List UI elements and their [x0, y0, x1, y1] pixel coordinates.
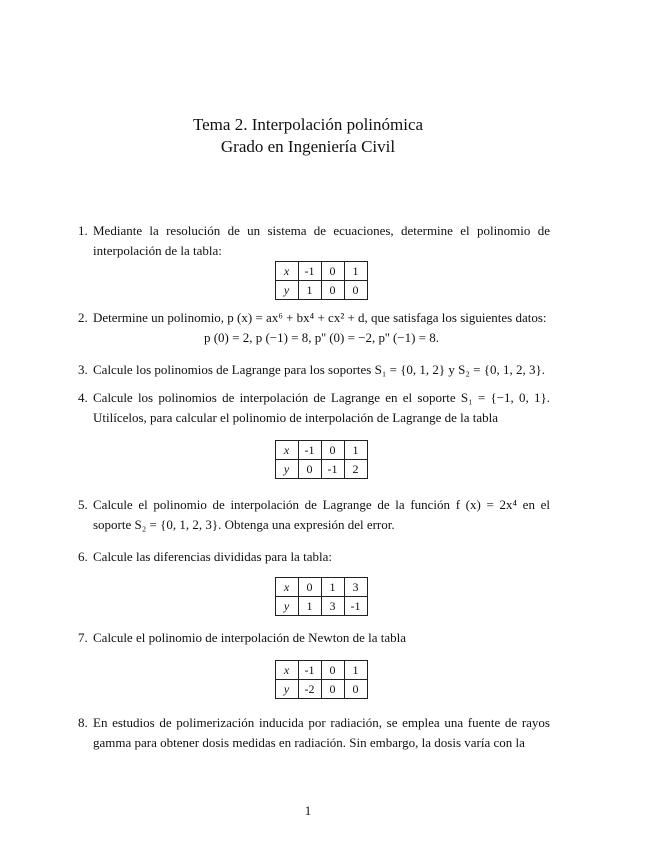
data-table-6: [275, 577, 368, 616]
problem-text: Mediante la resolución de un sistema de ecuaciones, determine el polinomio de interpolación de la tabla:: [93, 223, 550, 258]
table-header-y: y: [275, 460, 298, 479]
problem-text: En estudios de polimerización inducida por radiación, se emplea una fuente de rayos gamma para obtener dosis medidas en radiación. Sin embargo, la dosis varía con la: [93, 715, 550, 750]
problem-text: Calcule las diferencias divididas para la tabla:: [93, 549, 332, 564]
table-cell: 0: [321, 281, 344, 300]
data-table-7: [275, 660, 368, 699]
problem-4: [78, 388, 550, 428]
table-cell: 0: [344, 281, 367, 300]
table-cell: 0: [321, 262, 344, 281]
table-cell: 0: [298, 578, 321, 597]
problem-text: Calcule el polinomio de interpolación de Newton de la tabla: [93, 630, 406, 645]
problem-8: [78, 713, 550, 753]
problem-number: 4.: [78, 390, 88, 405]
table-cell: -1: [298, 661, 321, 680]
document-subtitle: Grado en Ingeniería Civil: [220, 137, 396, 156]
table-cell: 0: [321, 680, 344, 699]
table-cell: 0: [321, 441, 344, 460]
problem-text: Determine un polinomio, p (x) = ax⁶ + bx⁴ + cx² + d, que satisfaga los siguientes datos:: [93, 310, 547, 325]
problem-number: 5.: [78, 497, 88, 512]
table-cell: 0: [321, 661, 344, 680]
table-cell: 1: [321, 578, 344, 597]
data-table-4: [275, 440, 368, 479]
table-cell: 2: [344, 460, 367, 479]
problem-2-equation: p (0) = 2, p (−1) = 8, p'' (0) = −2, p'' (−1) = 8.: [203, 330, 440, 345]
table-header-x: x: [275, 578, 298, 597]
document-header: [78, 114, 550, 158]
problem-text: Calcule el polinomio de interpolación de Lagrange de la función f (x) = 2x⁴ en el soporte S₂ = {0, 1, 2, 3}. Obtenga una expresión del error.: [93, 497, 550, 532]
problem-number: 6.: [78, 549, 88, 564]
table-cell: -1: [344, 597, 367, 616]
table-header-x: x: [275, 661, 298, 680]
table-cell: 1: [298, 281, 321, 300]
document-title: Tema 2. Interpolación polinómica: [192, 115, 424, 134]
table-cell: 0: [298, 460, 321, 479]
document-body: [78, 114, 550, 753]
problem-text: Calcule los polinomios de interpolación de Lagrange en el soporte S₁ = {−1, 0, 1}. Utilícelos, para calcular el polinomio de interpolación de Lagrange de la tabla: [93, 390, 550, 425]
page-number: 1: [304, 803, 312, 818]
data-table-1: [275, 261, 368, 300]
problem-7: [78, 628, 550, 648]
problem-2: [78, 308, 550, 328]
table-cell: -2: [298, 680, 321, 699]
table-header-x: x: [275, 262, 298, 281]
table-cell: 1: [344, 262, 367, 281]
table-header-y: y: [275, 597, 298, 616]
problem-text: Calcule los polinomios de Lagrange para los soportes S₁ = {0, 1, 2} y S₂ = {0, 1, 2, 3}.: [93, 362, 545, 377]
table-header-y: y: [275, 680, 298, 699]
table-header-y: y: [275, 281, 298, 300]
table-cell: -1: [298, 441, 321, 460]
problem-number: 7.: [78, 630, 88, 645]
table-cell: 1: [298, 597, 321, 616]
table-header-x: x: [275, 441, 298, 460]
problem-3: [78, 360, 550, 380]
problem-1: [78, 221, 550, 261]
table-cell: -1: [298, 262, 321, 281]
table-cell: 3: [321, 597, 344, 616]
problem-6: [78, 547, 550, 567]
table-cell: 3: [344, 578, 367, 597]
problem-number: 2.: [78, 310, 88, 325]
table-cell: 1: [344, 661, 367, 680]
problem-number: 8.: [78, 715, 88, 730]
table-cell: 0: [344, 680, 367, 699]
table-cell: 1: [344, 441, 367, 460]
problem-number: 3.: [78, 362, 88, 377]
table-cell: -1: [321, 460, 344, 479]
problem-number: 1.: [78, 223, 88, 238]
problem-5: [78, 495, 550, 535]
